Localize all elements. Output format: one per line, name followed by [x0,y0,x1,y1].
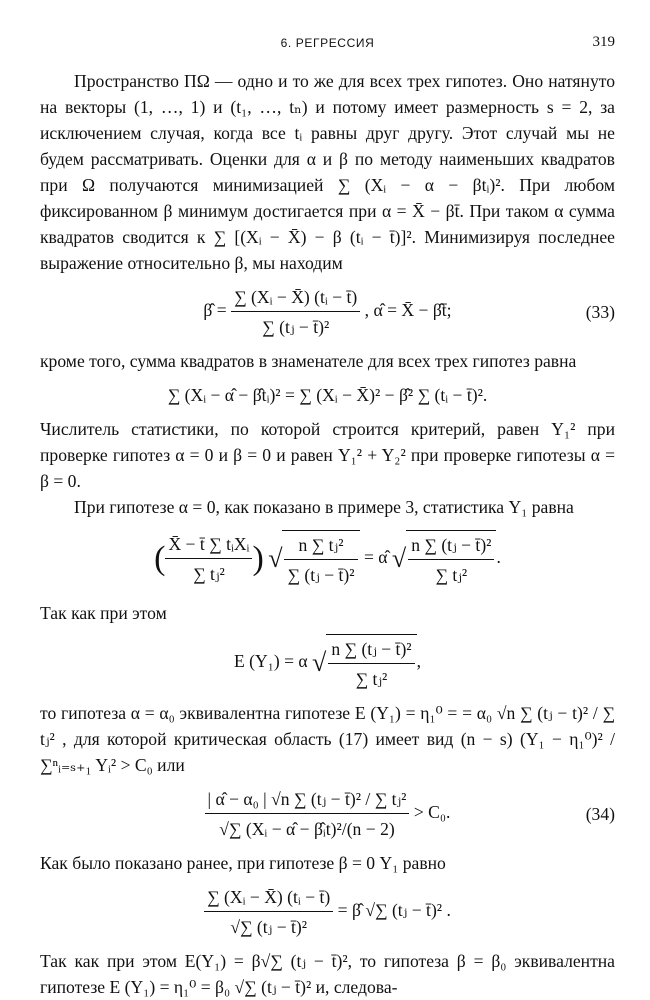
eq33-denominator: ∑ (tⱼ − t̄)² [262,317,330,337]
eqB-fraction [204,884,333,940]
eq34-denominator: √∑ (Xᵢ − α̂ − β̂ᵢt)²/(n − 2) [219,819,395,839]
eq34-fraction [205,786,410,842]
eqB-rhs: = β̂ √∑ (tⱼ − t̄)² . [337,900,451,921]
eqY1-root1-denominator: ∑ (tⱼ − t̄)² [287,565,355,585]
equation-expectation-y1 [40,634,615,692]
equation-number-34: (34) [585,804,615,824]
eqY1-denominator: ∑ tⱼ² [193,564,225,584]
book-page [40,0,615,1000]
page-body [40,68,615,1000]
eq33-numerator: ∑ (Xᵢ − X̄) (tᵢ − t̄) [231,284,360,312]
page-header [40,36,615,56]
eqY1-root-2: √ $\frac{\text{n ∑ (tⱼ − t̄)²}}{\text{∑ tⱼ²}}$ [392,530,497,588]
paragraph-critical-region: то гипотеза α = α₀ эквивалентна гипотезе E (Y₁) = η₁⁰ = = α₀ √n ∑ (tⱼ − t)² / ∑ tⱼ² , для которой критическая область (17) имеет вид (n − s) (Y₁ − η₁⁰)² / ∑ⁿᵢ₌ₛ₊₁ Yᵢ² > C₀ или [40,703,615,775]
running-head: 6. РЕГРЕССИЯ [280,36,375,50]
eq33-fraction [231,284,360,340]
page-number: 319 [592,34,615,50]
eqE-lhs: E (Y₁) = α [233,651,308,672]
eqY1-end: . [496,547,501,568]
eqY1-middle: = α̂ [363,547,388,568]
equation-y1-alpha: ( $\frac{\text{X̄ − t̄ ∑ tᵢXᵢ}}{\text{∑ tⱼ²}}$ ) √ $\frac{\text{n ∑ tⱼ²}}{\text{∑ (tⱼ − t̄)²}}$ = α̂ √ $\frac{\text{n ∑ (tⱼ − t̄)²}}{\text{∑ tⱼ²}}$ . [40,530,615,588]
eq34-rhs: > C₀. [413,802,451,823]
eqB-numerator: ∑ (Xᵢ − X̄) (tᵢ − t̄) [204,884,333,912]
eq34-numerator: | α̂ − α₀ | √n ∑ (tⱼ − t̄)² / ∑ tⱼ² [205,786,410,814]
eqE-end: , [416,651,421,672]
eq33-lhs: β̂ = [203,300,227,321]
paragraph-numerator-statistic: Числитель статистики, по которой строится критерий, равен Y₁² при проверке гипотез α = 0 и β = 0 и равен Y₁² + Y₂² при проверке гипотезы α = β = 0. [40,419,615,491]
equation-number-33: (33) [585,302,615,322]
eqY1-numerator: X̄ − t̄ ∑ tᵢXᵢ [165,531,252,559]
equation-y1-beta [40,884,615,940]
eqE-root: √ $\frac{\text{n ∑ (tⱼ − t̄)²}}{\text{∑ tⱼ²}}$ [312,634,417,692]
equation-sum-of-squares: ∑ (Xᵢ − α̂ − β̂tᵢ)² = ∑ (Xᵢ − X̄)² − β̂² ∑ (tᵢ − t̄)². [167,385,488,405]
eqE-root-numerator: n ∑ (tⱼ − t̄)² [328,636,414,664]
equation-34 [40,786,615,842]
eqY1-root1-numerator: n ∑ tⱼ² [284,532,357,560]
eqY1-root-1: √ $\frac{\text{n ∑ tⱼ²}}{\text{∑ (tⱼ − t̄)²}}$ [268,530,359,588]
paragraph-expectation-intro: Так как при этом [40,603,167,623]
paragraph-beta-equivalence: Так как при этом E(Y₁) = β√∑ (tⱼ − t̄)², то гипотеза β = β₀ эквивалентна гипотезе E (Y₁) = η₁⁰ = β₀ √∑ (tⱼ − t̄)² и, следова- [40,951,615,997]
eqE-root-denominator: ∑ tⱼ² [355,669,388,689]
paragraph-sum-of-squares-intro: кроме того, сумма квадратов в знаменателе для всех трех гипотез равна [40,351,577,371]
eqB-denominator: √∑ (tⱼ − t̄)² [230,917,308,937]
paragraph-hypothesis-alpha: При гипотезе α = 0, как показано в примере 3, статистика Y₁ равна [74,497,574,517]
equation-33 [40,284,615,340]
paragraph-hypothesis-beta: Как было показано ранее, при гипотезе β = 0 Y₁ равно [40,853,446,873]
eqY1-fraction [165,531,252,587]
eq33-rhs: , α̂ = X̄ − β̂t̄; [364,300,452,321]
paragraph-space-definition: Пространство ΠΩ — одно и то же для всех трех гипотез. Оно натянуто на векторы (1, …, 1) и (t₁, …, tₙ) и потому имеет размерность s = 2, за исключением случая, когда все tᵢ равны друг другу. Этот случай мы не будем рассматривать. Оценки для α и β по методу наименьших квадратов при Ω получаются минимизацией ∑ (Xᵢ − α − βtᵢ)². При любом фиксированном β минимум достигается при α = X̄ − βt̄. При таком α сумма квадратов сводится к ∑ [(Xᵢ − X̄) − β (tᵢ − t̄)]². Минимизируя последнее выражение относительно β, мы находим [40,71,615,273]
eqY1-root2-numerator: n ∑ (tⱼ − t̄)² [408,532,494,560]
eqY1-root2-denominator: ∑ tⱼ² [435,565,468,585]
